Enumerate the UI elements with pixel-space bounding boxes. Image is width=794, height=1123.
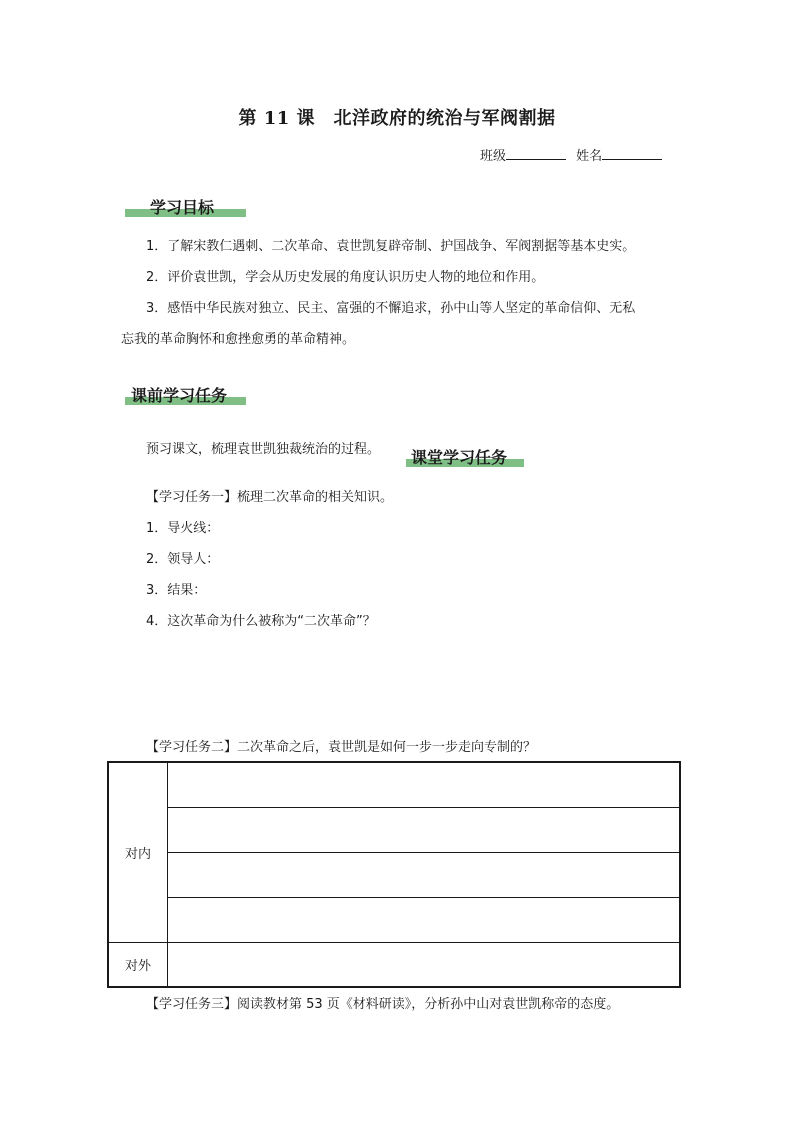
- task2-table: [107, 761, 681, 988]
- name-label: 姓名: [576, 149, 603, 164]
- inner-answer-cell-2[interactable]: [168, 807, 681, 852]
- task1-item-2: 2．领导人：: [146, 552, 220, 567]
- outer-answer-cell[interactable]: [168, 942, 681, 987]
- objective-item-2: 2．评价袁世凯，学会从历史发展的角度认识历史人物的地位和作用。: [146, 270, 545, 285]
- task1-title: 【学习任务一】梳理二次革命的相关知识。: [146, 490, 394, 505]
- task1-item-3: 3．结果：: [146, 583, 207, 598]
- objective-item-1: 1．了解宋教仁遇刺、二次革命、袁世凯复辟帝制、护国战争、军阀割据等基本史实。: [146, 239, 636, 254]
- class-blank[interactable]: [506, 146, 566, 160]
- section1-heading: 学习目标: [150, 198, 215, 217]
- name-blank[interactable]: [602, 146, 662, 160]
- inner-answer-cell-1[interactable]: [168, 762, 681, 807]
- class-label: 班级: [480, 149, 507, 164]
- task1-item-4: 4．这次革命为什么被称为“二次革命”？: [146, 614, 376, 629]
- class-name-line: [480, 145, 668, 164]
- inner-answer-cell-4[interactable]: [168, 897, 681, 942]
- objective-item-3-cont: 忘我的革命胸怀和愈挫愈勇的革命精神。: [121, 332, 356, 347]
- inner-answer-cell-3[interactable]: [168, 852, 681, 897]
- task2-title: 【学习任务二】二次革命之后，袁世凯是如何一步一步走向专制的？: [146, 740, 537, 755]
- task1-item-1: 1．导火线：: [146, 521, 220, 536]
- section2-heading: 课前学习任务: [131, 386, 228, 405]
- page-title: 第 11 课 北洋政府的统治与军阀割据: [238, 108, 556, 129]
- pre-class-task: 预习课文，梳理袁世凯独裁统治的过程。: [146, 442, 381, 457]
- objective-item-3: 3．感悟中华民族对独立、民主、富强的不懈追求，孙中山等人坚定的革命信仰、无私: [146, 301, 636, 316]
- task3-title: 【学习任务三】阅读教材第 53 页《材料研读》，分析孙中山对袁世凯称帝的态度。: [146, 997, 620, 1012]
- row-outer-label: 对外: [108, 942, 168, 987]
- section3-heading: 课堂学习任务: [411, 448, 508, 467]
- row-inner-label: 对内: [108, 762, 168, 942]
